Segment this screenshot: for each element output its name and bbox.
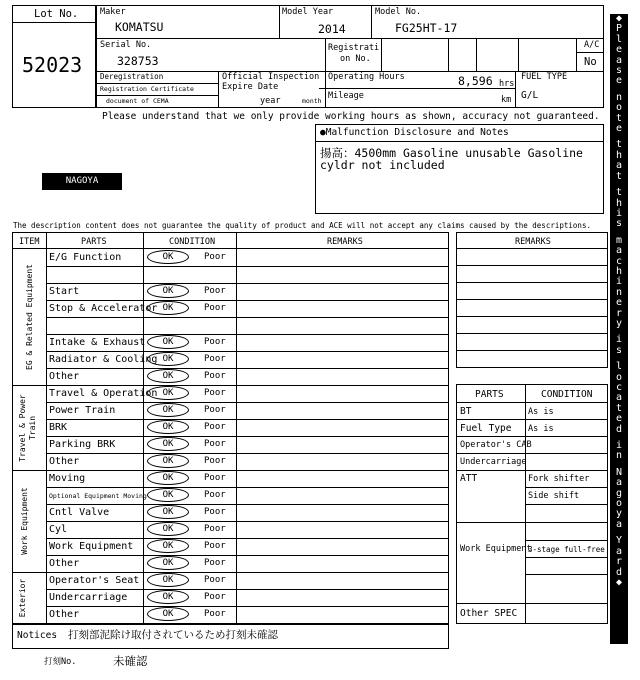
condition-poor-exterior-other: Poor (204, 609, 226, 619)
part-optional-equipment-moving: Optional Equipment Moving (49, 492, 147, 500)
side-banner-char: g (615, 487, 623, 499)
side-banner-char: l (615, 33, 623, 45)
side-banner-char: n (615, 450, 623, 462)
condition-ok-exterior-other: OK (147, 607, 189, 621)
side-banner-char: s (615, 65, 623, 77)
malfunction-title: ●Malfunction Disclosure and Notes (320, 127, 509, 138)
equipment-part-bt: BT (460, 406, 472, 417)
side-banner-char: i (615, 334, 623, 346)
condition-ok-eg-function: OK (147, 250, 189, 264)
part-work-other: Other (49, 558, 80, 569)
equipment-part-other-spec: Other SPEC (460, 608, 518, 619)
side-banner-char: ◆ (615, 13, 623, 24)
side-banner-char: c (615, 255, 623, 267)
part-exterior-other: Other (49, 609, 80, 620)
side-banner-char: a (615, 160, 623, 172)
side-banner-char: a (615, 392, 623, 404)
side-banner-char: n (615, 286, 623, 298)
condition-poor-optional-equipment-moving: Poor (204, 490, 226, 500)
equipment-condition-work-equipment: 3-stage full-free (528, 545, 605, 554)
side-banner-char: e (615, 44, 623, 56)
fuel-type-label: FUEL TYPE (521, 72, 568, 82)
condition-poor-work-equipment: Poor (204, 541, 226, 551)
side-banner-char: y (615, 508, 623, 520)
condition-poor-work-other: Poor (204, 558, 226, 568)
side-banner-char: s (615, 344, 623, 356)
registration-label-1: Registrati (328, 43, 380, 53)
part-parking-brk: Parking BRK (49, 439, 116, 450)
equipment-condition-header: CONDITION (541, 389, 593, 400)
operating-hours-value: 8,596 (458, 74, 493, 88)
equipment-condition-bt: As is (528, 407, 554, 417)
equipment-part-fuel-type: Fuel Type (460, 423, 512, 434)
condition-poor-cntl-valve: Poor (204, 507, 226, 517)
side-banner-char: N (615, 466, 623, 478)
condition-poor-power-train: Poor (204, 405, 226, 415)
stamp-value: 未確認 (113, 654, 148, 668)
malfunction-line-1: 揚高：4500mm Gasoline unusable Gasoline (320, 146, 583, 160)
side-banner-char: r (615, 307, 623, 319)
part-moving: Moving (49, 473, 86, 484)
operating-hours-label: Operating Hours (328, 72, 405, 82)
header-condition: CONDITION (169, 237, 216, 247)
side-banner-char: o (615, 498, 623, 510)
location-badge: NAGOYA (42, 173, 122, 190)
mileage-label: Mileage (328, 91, 364, 101)
equipment-table (456, 384, 608, 624)
lot-number: 52023 (22, 53, 83, 77)
condition-ok-radiator-cooling: OK (147, 352, 189, 366)
side-banner-char: i (615, 276, 623, 288)
condition-poor-stop-accelerator: Poor (204, 303, 226, 313)
side-banner-char: e (615, 123, 623, 135)
lot-label: Lot No. (34, 8, 79, 20)
registration-certificate-label: Registration Certificate (100, 85, 194, 93)
side-banner-char: m (615, 234, 623, 246)
part-start: Start (49, 286, 80, 297)
group-exterior-label: Exterior (18, 578, 27, 618)
side-banner-char: h (615, 197, 623, 209)
condition-ok-intake-exhaust: OK (147, 335, 189, 349)
registration-label-2: on No. (340, 54, 371, 64)
side-banner-char: o (615, 371, 623, 383)
part-operators-seat: Operator's Seat (49, 575, 140, 586)
part-brk: BRK (49, 422, 68, 433)
side-banner-char: t (615, 170, 623, 182)
condition-poor-undercarriage: Poor (204, 592, 226, 602)
inspection-label-1: Official Inspection (222, 72, 320, 82)
fuel-type-value: G/L (521, 90, 539, 101)
condition-ok-undercarriage: OK (147, 590, 189, 604)
group-travel-label-1: Travel & Power (18, 394, 27, 462)
side-banner-char: i (615, 440, 623, 452)
equipment-condition-side-shift: Side shift (528, 491, 580, 501)
condition-ok-moving: OK (147, 471, 189, 485)
part-travel-other: Other (49, 456, 80, 467)
deregistration-label: Deregistration (100, 72, 164, 81)
group-work-label: Work Equipment (20, 487, 29, 555)
side-banner-char: s (615, 218, 623, 230)
side-banner-char: h (615, 265, 623, 277)
ac-label: A/C (584, 40, 600, 50)
side-banner-char: t (615, 187, 623, 199)
side-banner-char: a (615, 477, 623, 489)
condition-poor-eg-function: Poor (204, 252, 226, 262)
equipment-part-att: ATT (460, 473, 478, 484)
side-banner-char: n (615, 91, 623, 103)
year-label: year (260, 96, 281, 106)
km-unit: km (501, 95, 512, 105)
side-banner-char: a (615, 545, 623, 557)
part-cyl: Cyl (49, 524, 68, 535)
inspection-table (12, 232, 449, 624)
right-remarks-table (456, 232, 608, 368)
part-radiator-cooling: Radiator & Cooling (49, 354, 158, 365)
model-year-value: 2014 (318, 22, 346, 36)
side-banner-char: P (615, 23, 623, 35)
side-banner-char: t (615, 139, 623, 151)
group-eg-label: EG & Related Equipment (25, 264, 34, 370)
group-travel-label-2: Train (28, 415, 37, 441)
right-remarks-header: REMARKS (515, 237, 551, 247)
part-eg-other: Other (49, 371, 80, 382)
side-banner-char: t (615, 402, 623, 414)
side-banner-char: r (615, 556, 623, 568)
hrs-unit: hrs (499, 79, 515, 89)
condition-ok-travel-operation: OK (147, 386, 189, 400)
model-year-label: Model Year (282, 7, 334, 17)
part-intake-exhaust: Intake & Exhaust (49, 337, 146, 348)
condition-ok-travel-other: OK (147, 454, 189, 468)
condition-poor-parking-brk: Poor (204, 439, 226, 449)
model-no-label: Model No. (375, 7, 422, 17)
side-banner-char: h (615, 149, 623, 161)
side-banner-char: a (615, 245, 623, 257)
malfunction-line-2: cyldr not included (320, 158, 445, 172)
side-banner-char: l (615, 361, 623, 373)
equipment-parts-header: PARTS (475, 389, 504, 400)
side-banner-char: d (615, 423, 623, 435)
notices-box (12, 624, 449, 649)
side-banner-char: i (615, 207, 623, 219)
condition-ok-eg-other: OK (147, 369, 189, 383)
side-banner-char: a (615, 54, 623, 66)
side-banner-char: e (615, 297, 623, 309)
header-remarks: REMARKS (327, 237, 363, 247)
maker-value: KOMATSU (115, 20, 164, 34)
disclaimer-text: The description content does not guarantee the quality of product and ACE will not accept any claims caused by the descriptions. (13, 221, 591, 230)
part-eg-function: E/G Function (49, 252, 122, 263)
condition-poor-operators-seat: Poor (204, 575, 226, 585)
condition-ok-power-train: OK (147, 403, 189, 417)
side-banner-char: c (615, 382, 623, 393)
condition-ok-parking-brk: OK (147, 437, 189, 451)
side-banner-char: y (615, 317, 623, 329)
side-banner-char: e (615, 75, 623, 87)
condition-ok-stop-accelerator: OK (147, 301, 189, 315)
side-banner-char: o (615, 102, 623, 114)
serial-value: 328753 (117, 54, 159, 68)
condition-poor-radiator-cooling: Poor (204, 354, 226, 364)
condition-ok-work-other: OK (147, 556, 189, 570)
part-undercarriage: Undercarriage (49, 592, 128, 603)
header-item: ITEM (19, 237, 40, 247)
condition-poor-moving: Poor (204, 473, 226, 483)
part-stop-accelerator: Stop & Accelerator (49, 303, 158, 314)
condition-ok-start: OK (147, 284, 189, 298)
condition-ok-optional-equipment-moving: OK (147, 488, 189, 502)
equipment-part-operator-cab: Operator's CAB (460, 440, 532, 450)
part-power-train: Power Train (49, 405, 116, 416)
part-work-equipment: Work Equipment (49, 541, 134, 552)
serial-label: Serial No. (100, 40, 152, 50)
condition-poor-eg-other: Poor (204, 371, 226, 381)
condition-ok-work-equipment: OK (147, 539, 189, 553)
side-banner-char: d (615, 566, 623, 578)
side-location-banner (610, 14, 628, 644)
side-banner-char: t (615, 112, 623, 124)
condition-poor-start: Poor (204, 286, 226, 296)
part-travel-operation: Travel & Operation (49, 388, 158, 399)
condition-ok-operators-seat: OK (147, 573, 189, 587)
maker-label: Maker (100, 7, 126, 17)
notices-value: 打刻部泥除け取付されているため打刻未確認 (68, 629, 278, 641)
side-banner-char: e (615, 413, 623, 425)
notices-label: Notices (17, 630, 58, 641)
condition-ok-brk: OK (147, 420, 189, 434)
hours-notice: Please understand that we only provide working hours as shown, accuracy not guaranteed. (102, 111, 600, 122)
equipment-condition-fork-shifter: Fork shifter (528, 474, 590, 484)
condition-ok-cyl: OK (147, 522, 189, 536)
ac-value: No (584, 56, 597, 68)
equipment-condition-fuel-type: As is (528, 424, 554, 434)
month-label: month (302, 97, 322, 105)
condition-poor-cyl: Poor (204, 524, 226, 534)
side-banner-char: Y (615, 535, 623, 547)
header-parts: PARTS (81, 237, 107, 247)
condition-poor-travel-other: Poor (204, 456, 226, 466)
condition-poor-intake-exhaust: Poor (204, 337, 226, 347)
condition-ok-cntl-valve: OK (147, 505, 189, 519)
cema-document-label: document of CEMA (106, 97, 169, 105)
part-cntl-valve: Cntl Valve (49, 507, 110, 518)
inspection-label-2: Expire Date (222, 82, 279, 92)
side-banner-char: ◆ (615, 576, 623, 588)
side-banner-char: a (615, 518, 623, 530)
equipment-part-work-equipment: Work Equipment (460, 544, 532, 554)
stamp-label: 打刻No. (44, 657, 77, 667)
model-no-value: FG25HT-17 (395, 21, 458, 35)
equipment-part-undercarriage: Undercarriage (460, 457, 527, 467)
condition-poor-brk: Poor (204, 422, 226, 432)
condition-poor-travel-operation: Poor (204, 388, 226, 398)
